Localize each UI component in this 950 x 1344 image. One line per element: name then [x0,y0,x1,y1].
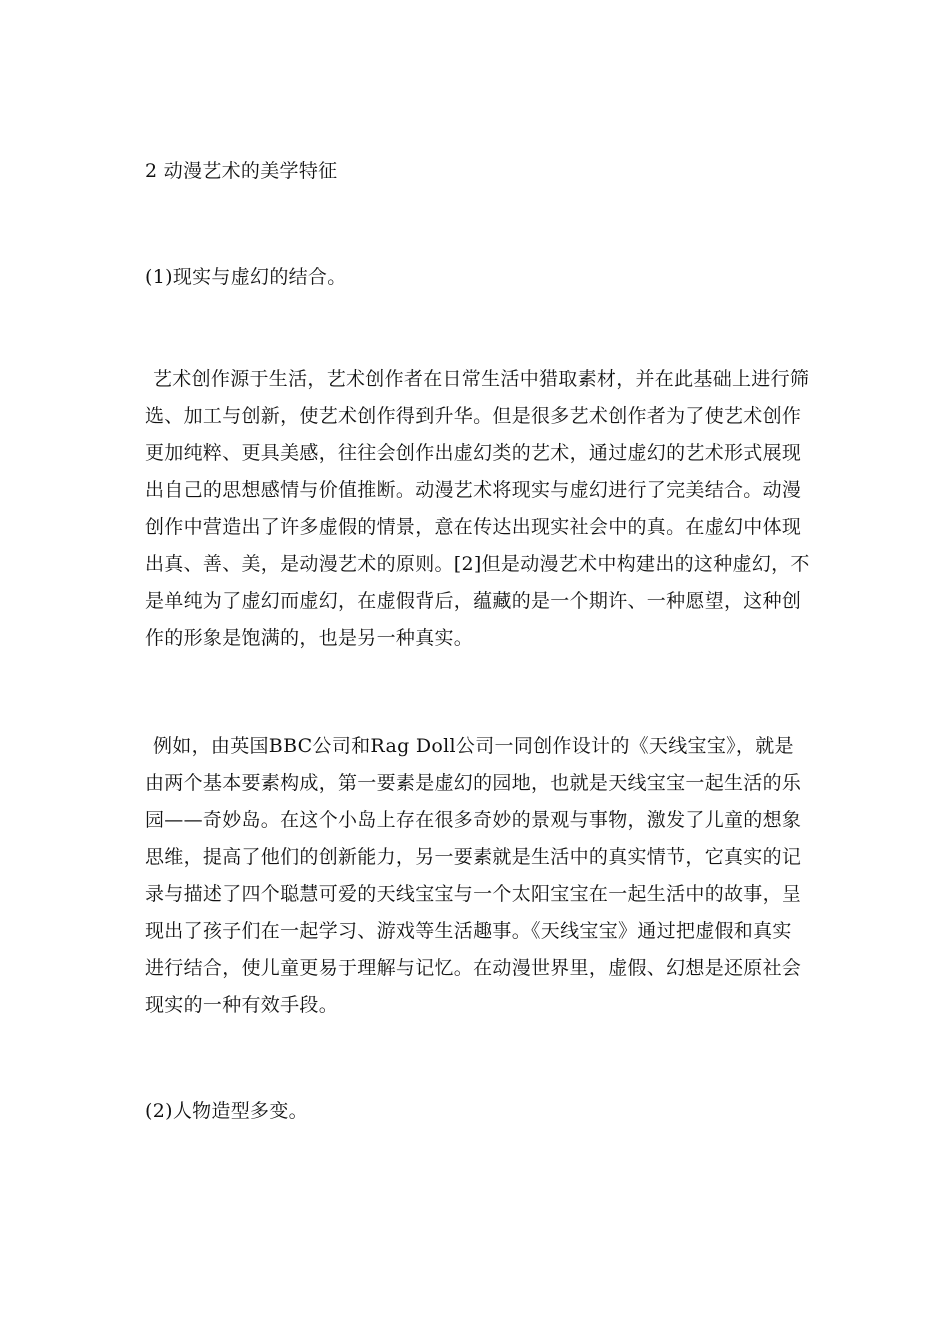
paragraph-line: 现实的一种有效手段。 [145,994,339,1016]
paragraph-line: 出真、善、美，是动漫艺术的原则。[2]但是动漫艺术中构建出的这种虚幻，不 [145,553,810,575]
subheading-reality-fantasy: (1)现实与虚幻的结合。 [145,266,347,288]
paragraph-line: 是单纯为了虚幻而虚幻，在虚假背后，蕴藏的是一个期许、一种愿望，这种创 [145,590,802,612]
paragraph-line: 例如，由英国BBC公司和Rag Doll公司一同创作设计的《天线宝宝》，就是 [153,735,794,757]
paragraph-line: 选、加工与创新，使艺术创作得到升华。但是很多艺术创作者为了使艺术创作 [145,405,802,427]
paragraph-line: 由两个基本要素构成，第一要素是虚幻的园地，也就是天线宝宝一起生活的乐 [145,772,802,794]
paragraph-line: 更加纯粹、更具美感，往往会创作出虚幻类的艺术，通过虚幻的艺术形式展现 [145,442,802,464]
paragraph-line: 创作中营造出了许多虚假的情景，意在传达出现实社会中的真。在虚幻中体现 [145,516,802,538]
subheading-character-design: (2)人物造型多变。 [145,1100,308,1122]
paragraph-line: 艺术创作源于生活，艺术创作者在日常生活中猎取素材，并在此基础上进行筛 [153,368,810,390]
paragraph-line: 园——奇妙岛。在这个小岛上存在很多奇妙的景观与事物，激发了儿童的想象 [145,809,802,831]
paragraph-line: 进行结合，使儿童更易于理解与记忆。在动漫世界里，虚假、幻想是还原社会 [145,957,802,979]
paragraph-line: 出自己的思想感情与价值推断。动漫艺术将现实与虚幻进行了完美结合。动漫 [145,479,802,501]
paragraph-line: 思维，提高了他们的创新能力，另一要素就是生活中的真实情节，它真实的记 [145,846,802,868]
paragraph-line: 录与描述了四个聪慧可爱的天线宝宝与一个太阳宝宝在一起生活中的故事，呈 [145,883,802,905]
section-heading: 2 动漫艺术的美学特征 [145,160,338,182]
paragraph-line: 现出了孩子们在一起学习、游戏等生活趣事。《天线宝宝》通过把虚假和真实 [145,920,792,942]
paragraph-line: 作的形象是饱满的，也是另一种真实。 [145,627,474,649]
